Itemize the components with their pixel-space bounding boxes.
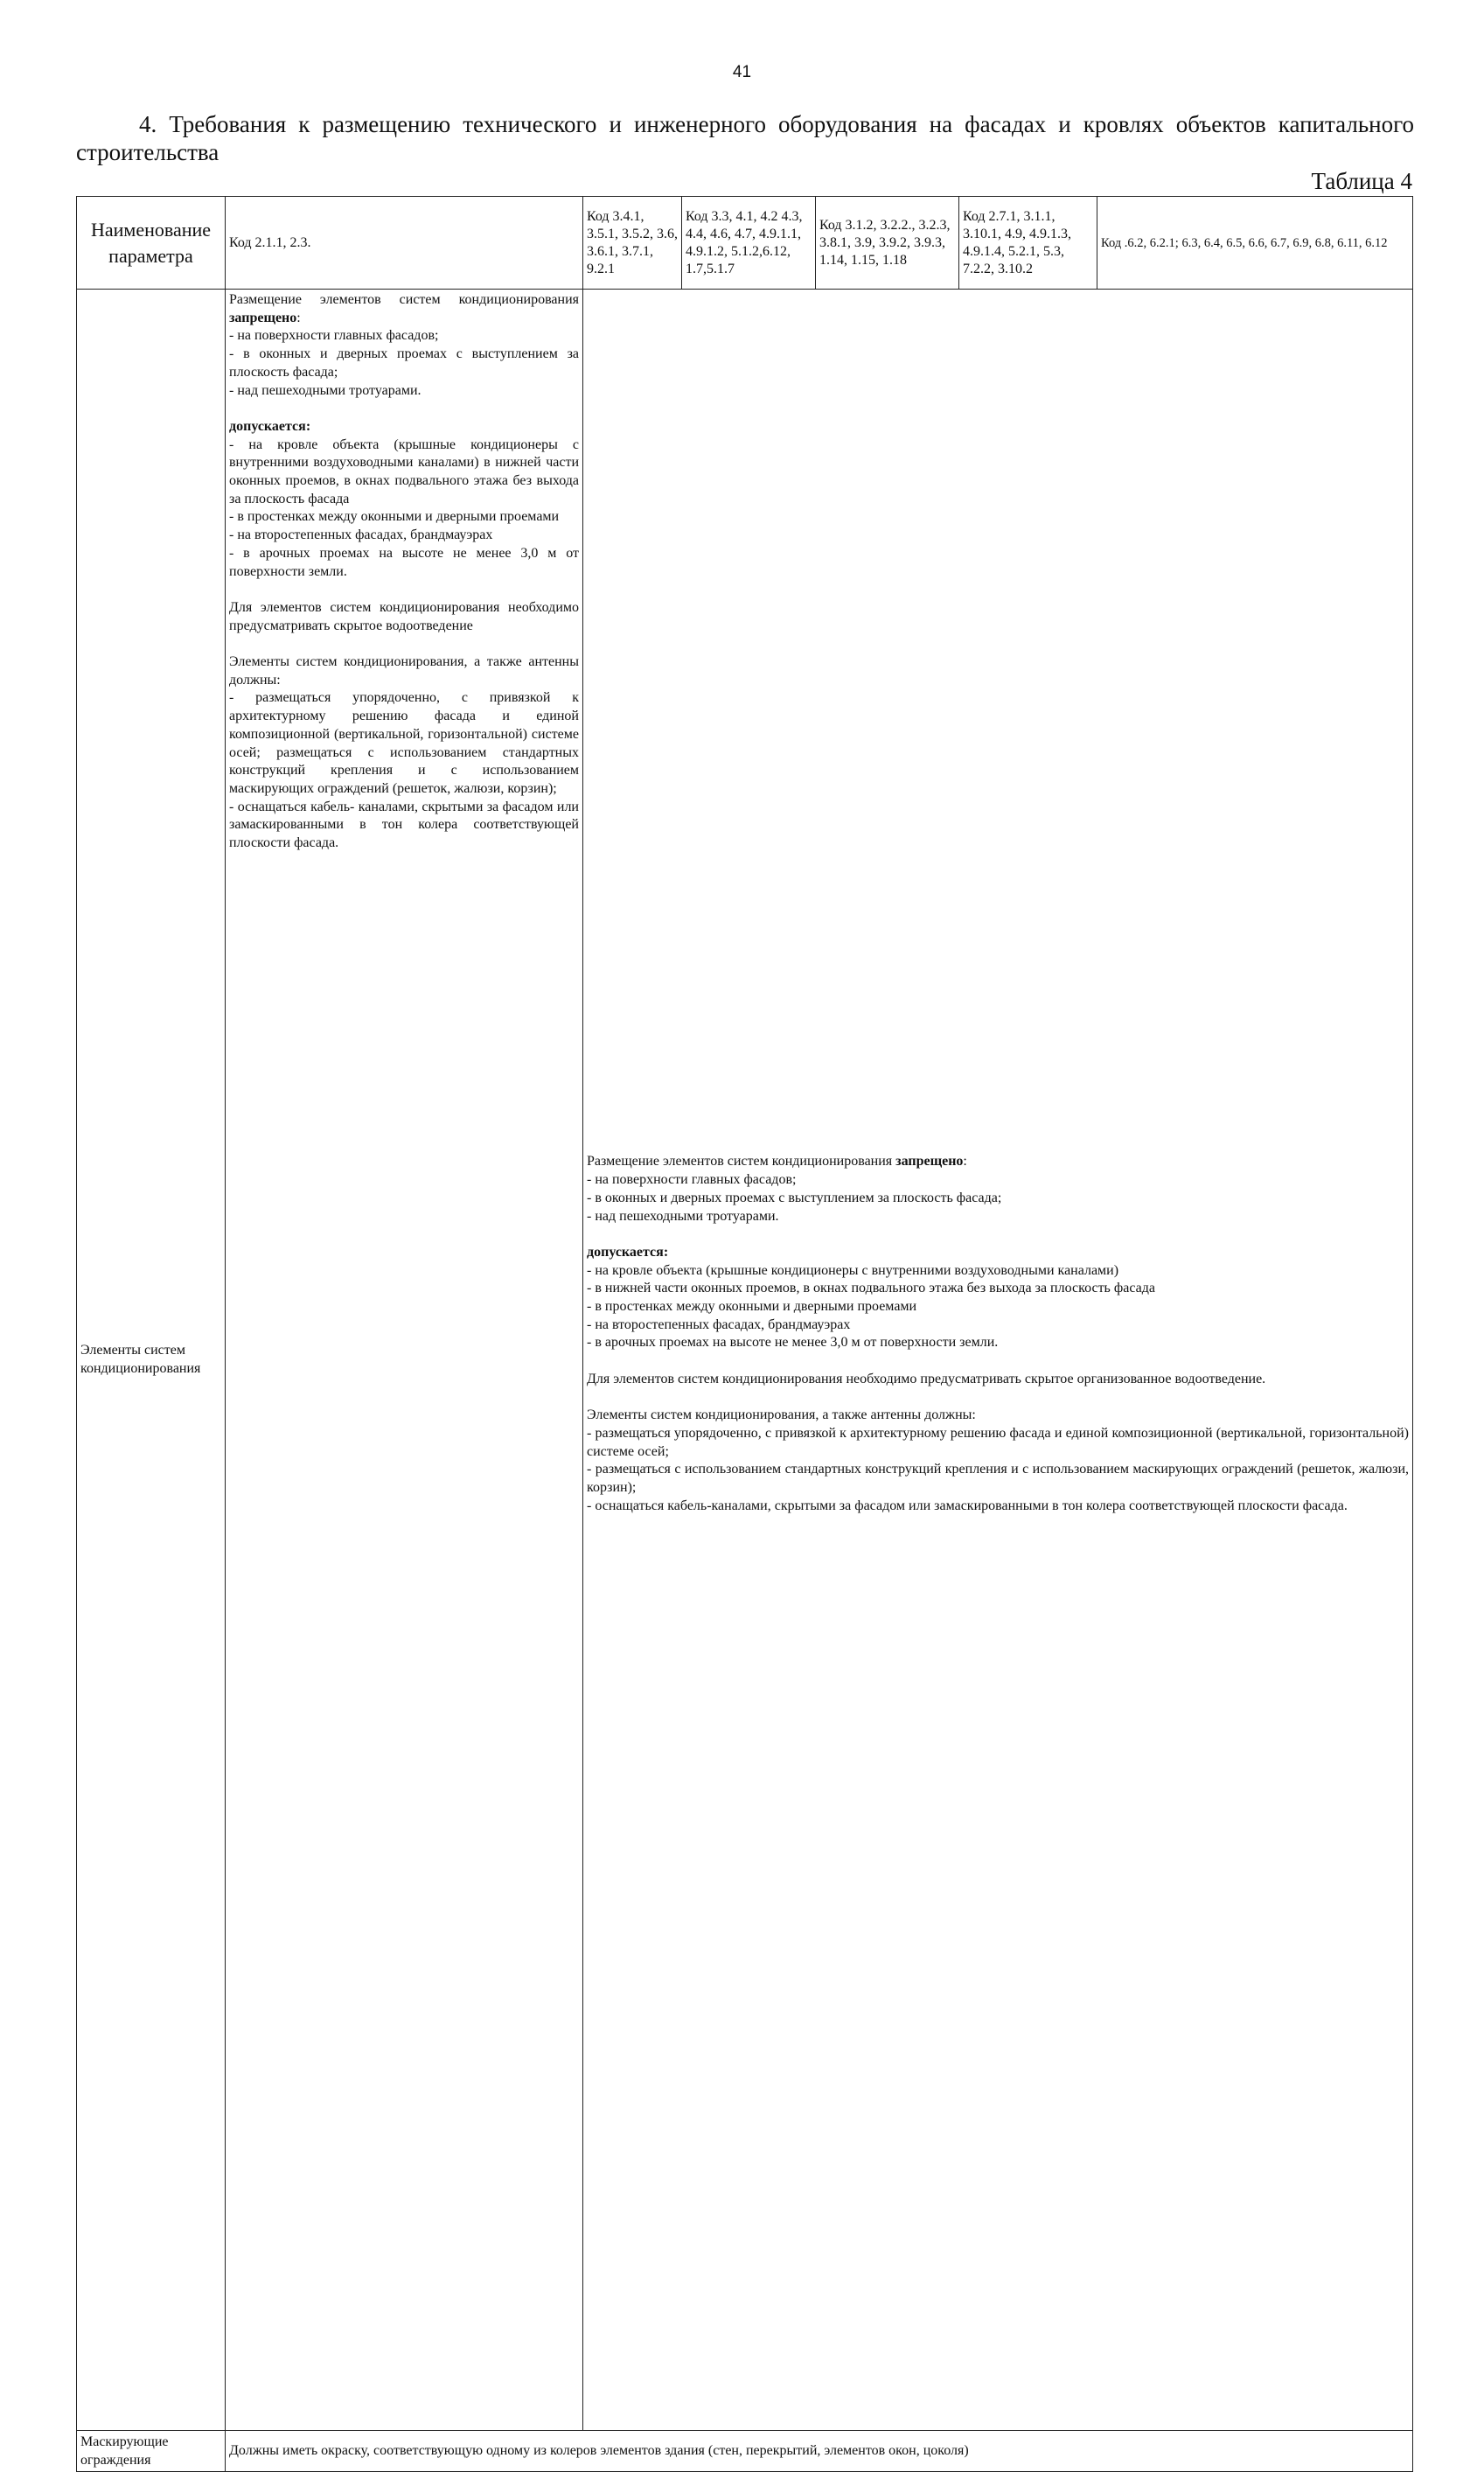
- header-param: Наименование параметра: [77, 197, 226, 290]
- list-item: - в нижней части оконных проемов, в окнах подвального этажа без выхода за плоскость фасада: [587, 1281, 1155, 1296]
- ac-cell-code-2-1-1: [226, 290, 583, 2431]
- header-code-5: Код 2.7.1, 3.1.1, 3.10.1, 4.9, 4.9.1.3, 4.9.1.4, 5.2.1, 5.3, 7.2.2, 3.10.2: [959, 197, 1097, 290]
- ban-statement: Размещение элементов систем кондиционирования запрещено:: [587, 1154, 967, 1170]
- list-item: - над пешеходными тротуарами.: [587, 1208, 779, 1224]
- allow-heading: допускается:: [587, 1244, 669, 1260]
- list-item: - размещаться с использованием стандартных конструкций крепления и с использованием маскирующих ограждений (решеток, жалюзи, корзин);: [587, 1462, 1409, 1496]
- list-item: - в арочных проемах на высоте не менее 3,0 м от поверхности земли.: [229, 545, 579, 579]
- table-row-air-conditioning: [77, 290, 1413, 2431]
- must-intro: Элементы систем кондиционирования, а также антенны должны:: [229, 654, 579, 688]
- header-code-3: Код 3.3, 4.1, 4.2 4.3, 4.4, 4.6, 4.7, 4.9.1.1, 4.9.1.2, 5.1.2,6.12, 1.7,5.1.7: [682, 197, 816, 290]
- list-item: - на поверхности главных фасадов;: [587, 1172, 797, 1188]
- header-code-1: Код 2.1.1, 2.3.: [226, 197, 583, 290]
- list-item: - в простенках между оконными и дверными проемами: [229, 509, 560, 525]
- row-label-air-conditioning: Элементы систем кондиционирования: [77, 290, 226, 2431]
- ac-cell-codes-middle: [583, 290, 1413, 2431]
- list-item: - оснащаться кабель- каналами, скрытыми за фасадом или замаскированными в тон колера соответствующей плоскости фасада.: [229, 799, 579, 851]
- list-item: - в оконных и дверных проемах с выступлением за плоскость фасада;: [229, 346, 579, 380]
- requirements-table: [76, 196, 1413, 2472]
- list-item: - на второстепенных фасадах, брандмауэрах: [587, 1316, 851, 1332]
- table-row-masking: [77, 2430, 1413, 2471]
- list-item: - на поверхности главных фасадов;: [229, 328, 439, 344]
- list-item: - размещаться упорядоченно, с привязкой к архитектурному решению фасада и единой композиционной (вертикальной, горизонтальной) системе осей;: [587, 1425, 1409, 1459]
- section-heading: 4. Требования к размещению технического и инженерного оборудования на фасадах и кровлях объектов капитального строительства: [76, 111, 1414, 165]
- drainage-note: Для элементов систем кондиционирования необходимо предусматривать скрытое организованное водоотведение.: [587, 1371, 1266, 1386]
- header-code-6: Код .6.2, 6.2.1; 6.3, 6.4, 6.5, 6.6, 6.7, 6.9, 6.8, 6.11, 6.12: [1097, 197, 1413, 290]
- list-item: - оснащаться кабель-каналами, скрытыми за фасадом или замаскированными в тон колера соответствующей плоскости фасада.: [587, 1498, 1348, 1513]
- header-code-4: Код 3.1.2, 3.2.2., 3.2.3, 3.8.1, 3.9, 3.9.2, 3.9.3, 1.14, 1.15, 1.18: [816, 197, 959, 290]
- list-item: - на второстепенных фасадах, брандмауэрах: [229, 527, 493, 543]
- list-item: - над пешеходными тротуарами.: [229, 382, 422, 398]
- must-intro: Элементы систем кондиционирования, а также антенны должны:: [587, 1407, 976, 1423]
- allow-heading: допускается:: [229, 418, 311, 434]
- header-code-2: Код 3.4.1, 3.5.1, 3.5.2, 3.6, 3.6.1, 3.7.1, 9.2.1: [583, 197, 682, 290]
- masking-requirement: Должны иметь окраску, соответствующую одному из колеров элементов здания (стен, перекрытий, элементов окон, цоколя): [226, 2430, 1413, 2471]
- table-caption: Таблица 4: [1311, 168, 1412, 194]
- ban-statement: Размещение элементов систем кондиционирования запрещено:: [229, 292, 579, 325]
- row-label-masking: Маскирующие ограждения: [77, 2430, 226, 2471]
- list-item: - в простенках между оконными и дверными проемами: [587, 1299, 917, 1315]
- table-header-row: [77, 197, 1413, 290]
- page-number: 41: [732, 63, 752, 81]
- list-item: - в арочных проемах на высоте не менее 3,0 м от поверхности земли.: [587, 1335, 999, 1351]
- drainage-note: Для элементов систем кондиционирования необходимо предусматривать скрытое водоотведение: [229, 599, 579, 633]
- list-item: - на кровле объекта (крышные кондиционеры с внутренними воздуховодными каналами) в нижней части оконных проемов, в окнах подвального этажа без выхода за плоскость фасада: [229, 436, 579, 506]
- list-item: - размещаться упорядоченно, с привязкой к архитектурному решению фасада и единой композиционной (вертикальной, горизонтальной) системе осей; размещаться с использованием стандартных конструкций крепления и с использованием маскирующих ограждений (решеток, жалюзи, корзин);: [229, 690, 579, 796]
- list-item: - на кровле объекта (крышные кондиционеры с внутренними воздуховодными каналами): [587, 1262, 1119, 1278]
- list-item: - в оконных и дверных проемах с выступлением за плоскость фасада;: [587, 1190, 1002, 1205]
